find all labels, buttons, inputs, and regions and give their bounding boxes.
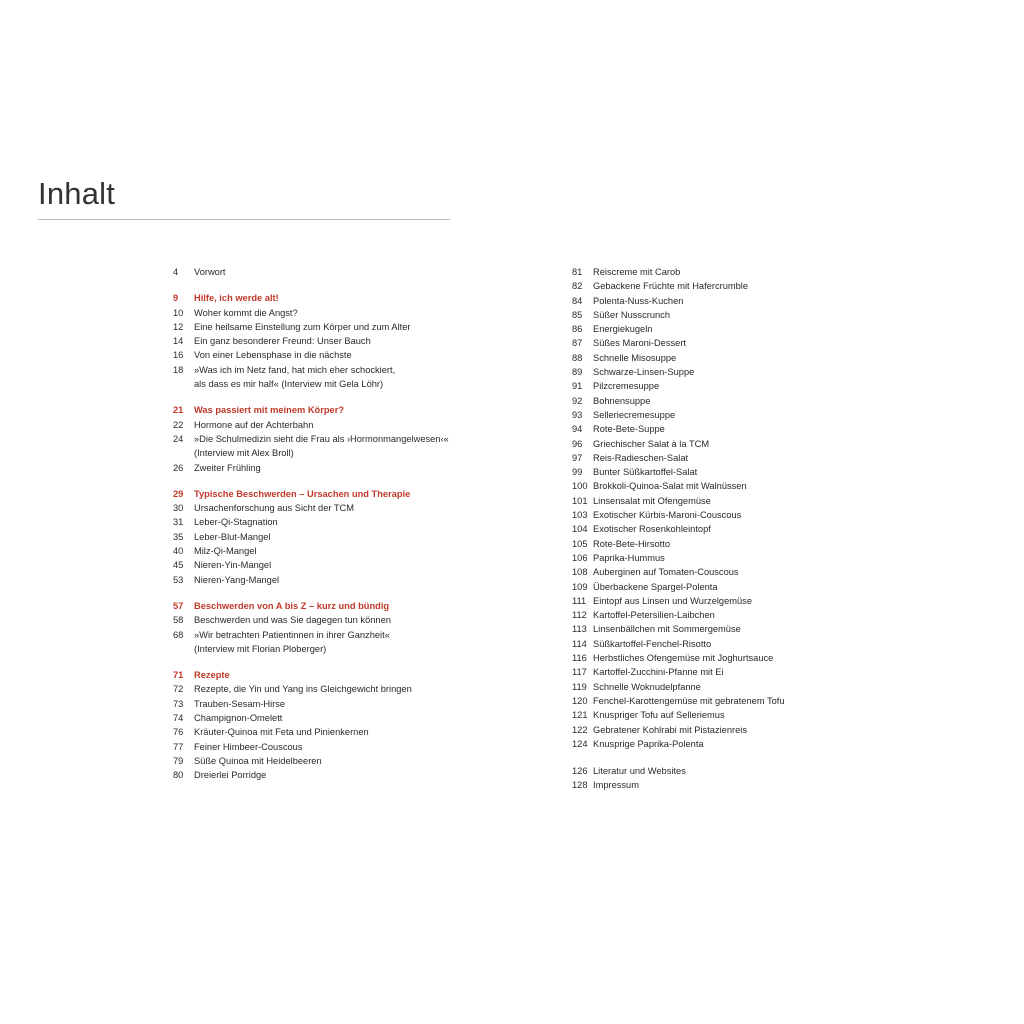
toc-entry-text: Linsenbällchen mit Sommergemüse <box>593 624 741 635</box>
toc-page-number: 10 <box>173 307 184 318</box>
toc-entry <box>572 308 872 322</box>
toc-entry <box>572 622 872 636</box>
toc-page-number: 91 <box>572 381 583 392</box>
toc-entry-title <box>593 379 872 393</box>
toc-page-number: 53 <box>173 574 184 585</box>
toc-page-number: 87 <box>572 338 583 349</box>
toc-entry-title <box>593 764 872 778</box>
toc-entry-text: »Die Schulmedizin sieht die Frau als ›Hormonmangelwesen‹« <box>194 433 449 444</box>
toc-entry-title <box>194 461 473 475</box>
toc-page-number: 101 <box>572 495 588 506</box>
toc-entry <box>173 515 473 529</box>
toc-entry-title <box>593 351 872 365</box>
toc-entry-text: Typische Beschwerden – Ursachen und Therapie <box>194 488 411 499</box>
toc-page-number: 121 <box>572 710 588 721</box>
toc-page-number: 104 <box>572 524 588 535</box>
toc-entry-title <box>593 551 872 565</box>
toc-page-number: 18 <box>173 364 184 375</box>
toc-entry <box>173 334 473 348</box>
toc-entry <box>572 522 872 536</box>
toc-entry-title <box>593 537 872 551</box>
toc-entry-title <box>593 322 872 336</box>
toc-entry-title <box>593 580 872 594</box>
toc-entry-text: Impressum <box>593 780 639 791</box>
toc-entry-title <box>593 465 872 479</box>
toc-page-number: 111 <box>572 595 587 606</box>
toc-entry-title <box>194 432 473 461</box>
toc-entry <box>572 565 872 579</box>
toc-entry-title <box>194 334 473 348</box>
toc-entry <box>173 432 473 461</box>
toc-page-number: 113 <box>572 624 587 635</box>
toc-entry-title <box>593 408 872 422</box>
toc-entry-text: Kartoffel-Petersilien-Laibchen <box>593 610 715 621</box>
toc-entry <box>572 637 872 651</box>
toc-entry-title <box>593 708 872 722</box>
toc-entry <box>572 665 872 679</box>
toc-entry-text: Eintopf aus Linsen und Wurzelgemüse <box>593 595 753 606</box>
toc-entry-title <box>593 622 872 636</box>
toc-entry <box>572 778 872 792</box>
toc-entry <box>173 544 473 558</box>
toc-entry-title <box>593 479 872 493</box>
toc-entry-title <box>593 594 872 608</box>
toc-page-number: 94 <box>572 424 583 435</box>
toc-page-number: 105 <box>572 538 588 549</box>
toc-page-number: 116 <box>572 653 587 664</box>
toc-entry-text: Knusprige Paprika-Polenta <box>593 738 704 749</box>
toc-entry-title <box>194 740 473 754</box>
toc-page-number: 76 <box>173 727 184 738</box>
toc-page-number: 9 <box>173 293 179 304</box>
toc-entry-text: Leber-Blut-Mangel <box>194 531 271 542</box>
toc-page-number: 85 <box>572 309 583 320</box>
toc-entry-title <box>593 680 872 694</box>
toc-page-number: 93 <box>572 409 583 420</box>
toc-entry <box>572 580 872 594</box>
toc-entry <box>173 363 473 392</box>
toc-page-number: 97 <box>572 452 583 463</box>
toc-page-number: 31 <box>173 517 184 528</box>
toc-entry-text: Von einer Lebensphase in die nächste <box>194 350 352 361</box>
toc-page-number: 103 <box>572 510 588 521</box>
toc-entry-title <box>194 682 473 696</box>
toc-entry-text: Energiekugeln <box>593 324 653 335</box>
toc-entry-title <box>194 697 473 711</box>
toc-entry <box>572 322 872 336</box>
toc-page-number: 72 <box>173 684 184 695</box>
toc-entry <box>173 265 473 279</box>
toc-page-number: 21 <box>173 405 184 416</box>
toc-entry <box>572 351 872 365</box>
toc-page-number: 24 <box>173 433 184 444</box>
toc-page-number: 128 <box>572 780 588 791</box>
toc-entry <box>572 379 872 393</box>
toc-entry-title <box>593 308 872 322</box>
toc-entry-text: Trauben-Sesam-Hirse <box>194 698 286 709</box>
toc-page-number: 122 <box>572 724 588 735</box>
toc-page-number: 14 <box>173 336 184 347</box>
toc-entry-text: Süßer Nusscrunch <box>593 309 670 320</box>
toc-entry-text: Feiner Himbeer-Couscous <box>194 741 303 752</box>
toc-entry-title <box>593 279 872 293</box>
toc-entry <box>572 708 872 722</box>
toc-entry <box>572 422 872 436</box>
toc-entry <box>572 537 872 551</box>
toc-entry <box>173 348 473 362</box>
toc-page-number: 71 <box>173 670 184 681</box>
toc-entry-title <box>593 778 872 792</box>
toc-entry <box>572 294 872 308</box>
toc-entry <box>173 320 473 334</box>
toc-entry-title <box>194 291 473 305</box>
title-divider <box>38 219 450 220</box>
toc-entry <box>173 768 473 782</box>
toc-entry-title <box>593 723 872 737</box>
toc-entry <box>572 265 872 279</box>
toc-entry-title <box>593 694 872 708</box>
toc-entry-text: Hormone auf der Achterbahn <box>194 419 314 430</box>
toc-entry <box>173 740 473 754</box>
toc-entry-title <box>194 501 473 515</box>
toc-entry <box>173 306 473 320</box>
toc-entry-text: Dreierlei Porridge <box>194 770 267 781</box>
toc-entry-text: Selleriecremesuppe <box>593 409 676 420</box>
toc-entry-title <box>194 363 473 392</box>
toc-page-number: 29 <box>173 488 184 499</box>
toc-page-number: 120 <box>572 695 588 706</box>
toc-entry-text: Leber-Qi-Stagnation <box>194 517 278 528</box>
toc-entry-text: Woher kommt die Angst? <box>194 307 298 318</box>
toc-entry-title <box>194 628 473 657</box>
toc-entry-title <box>593 665 872 679</box>
toc-page-number: 16 <box>173 350 184 361</box>
toc-left-column <box>173 265 473 783</box>
toc-entry-title <box>593 565 872 579</box>
toc-page-number: 124 <box>572 738 588 749</box>
toc-entry-text: Reis-Radieschen-Salat <box>593 452 689 463</box>
toc-entry-text: Süßes Maroni-Dessert <box>593 338 686 349</box>
toc-entry-title <box>194 754 473 768</box>
toc-entry <box>572 465 872 479</box>
toc-entry <box>173 461 473 475</box>
toc-entry-text: Ein ganz besonderer Freund: Unser Bauch <box>194 336 371 347</box>
toc-entry <box>572 336 872 350</box>
toc-entry-text: Champignon-Omelett <box>194 713 283 724</box>
toc-entry <box>572 365 872 379</box>
toc-page-number: 35 <box>173 531 184 542</box>
toc-entry <box>572 394 872 408</box>
toc-entry-text: Bohnensuppe <box>593 395 651 406</box>
toc-entry-title <box>194 711 473 725</box>
toc-entry-text: Exotischer Rosenkohleintopf <box>593 524 711 535</box>
toc-entry <box>572 437 872 451</box>
toc-entry-text: Griechischer Salat à la TCM <box>593 438 710 449</box>
toc-entry-text: Rezepte <box>194 670 230 681</box>
toc-page-number: 57 <box>173 600 184 611</box>
toc-entry-text: Ursachenforschung aus Sicht der TCM <box>194 503 355 514</box>
toc-entry-title <box>194 725 473 739</box>
toc-page-number: 79 <box>173 755 184 766</box>
toc-entry-text: Polenta-Nuss-Kuchen <box>593 295 684 306</box>
toc-page-number: 45 <box>173 560 184 571</box>
toc-entry-title <box>593 651 872 665</box>
toc-entry-text: Literatur und Websites <box>593 766 686 777</box>
toc-entry-title <box>194 573 473 587</box>
toc-entry <box>173 628 473 657</box>
toc-entry-title <box>194 558 473 572</box>
toc-entry <box>572 279 872 293</box>
toc-page-number: 68 <box>173 629 184 640</box>
toc-entry <box>173 530 473 544</box>
page-title: Inhalt <box>38 176 116 211</box>
toc-entry-title <box>194 348 473 362</box>
toc-entry-text: Auberginen auf Tomaten-Couscous <box>593 567 739 578</box>
toc-entry <box>572 508 872 522</box>
toc-entry-text: Linsensalat mit Ofengemüse <box>593 495 711 506</box>
toc-right-column <box>572 265 872 793</box>
toc-page-number: 73 <box>173 698 184 709</box>
toc-page-number: 82 <box>572 281 583 292</box>
toc-entry <box>572 680 872 694</box>
toc-entry-text: Gebratener Kohlrabi mit Pistazienreis <box>593 724 747 735</box>
toc-chapter-entry <box>173 668 473 682</box>
toc-entry <box>572 594 872 608</box>
toc-entry-title <box>593 608 872 622</box>
toc-entry-title <box>593 422 872 436</box>
toc-page-number: 109 <box>572 581 588 592</box>
toc-page-number: 26 <box>173 462 184 473</box>
toc-entry-title <box>593 394 872 408</box>
toc-page-number: 84 <box>572 295 583 306</box>
toc-entry <box>173 573 473 587</box>
toc-entry-text: Rote-Bete-Suppe <box>593 424 665 435</box>
toc-chapter-entry <box>173 291 473 305</box>
toc-page-number: 74 <box>173 713 184 724</box>
toc-page-number: 22 <box>173 419 184 430</box>
toc-entry-text: Nieren-Yang-Mangel <box>194 574 280 585</box>
toc-entry-text: Schnelle Misosuppe <box>593 352 677 363</box>
toc-entry-title <box>194 320 473 334</box>
toc-entry-title <box>593 637 872 651</box>
toc-entry-text: Reiscreme mit Carob <box>593 267 681 277</box>
toc-entry-text: Eine heilsame Einstellung zum Körper und zum Alter <box>194 321 411 332</box>
toc-entry <box>572 723 872 737</box>
toc-entry-title <box>593 265 872 279</box>
toc-entry <box>572 479 872 493</box>
toc-entry-text: Paprika-Hummus <box>593 552 665 563</box>
toc-entry <box>572 764 872 778</box>
toc-entry-title <box>593 522 872 536</box>
toc-entry-text: Rote-Bete-Hirsotto <box>593 538 670 549</box>
toc-page-number: 92 <box>572 395 583 406</box>
toc-page-number: 100 <box>572 481 588 492</box>
toc-entry-text: »Wir betrachten Patientinnen in ihrer Ganzheit« <box>194 629 390 640</box>
toc-entry-title <box>593 451 872 465</box>
toc-entry <box>572 408 872 422</box>
toc-entry-title <box>194 515 473 529</box>
toc-entry-title <box>593 437 872 451</box>
toc-entry-title <box>593 508 872 522</box>
toc-entry-title <box>194 418 473 432</box>
toc-page-number: 114 <box>572 638 587 649</box>
toc-entry-text: Schwarze-Linsen-Suppe <box>593 367 695 378</box>
toc-entry-text: Rezepte, die Yin und Yang ins Gleichgewicht bringen <box>194 684 412 695</box>
toc-entry-title <box>194 265 473 279</box>
toc-page-number: 81 <box>572 267 583 277</box>
toc-page-number: 77 <box>173 741 184 752</box>
toc-entry-text: Beschwerden und was Sie dagegen tun können <box>194 615 391 626</box>
toc-entry-title <box>593 494 872 508</box>
toc-entry-text: Hilfe, ich werde alt! <box>194 293 279 304</box>
toc-page-number: 108 <box>572 567 588 578</box>
toc-entry-title <box>593 294 872 308</box>
toc-page-number: 126 <box>572 766 588 777</box>
toc-entry-title <box>194 768 473 782</box>
toc-entry <box>572 608 872 622</box>
toc-entry-text: Süßkartoffel-Fenchel-Risotto <box>593 638 712 649</box>
toc-page-number: 30 <box>173 503 184 514</box>
toc-entry-text: Kartoffel-Zucchini-Pfanne mit Ei <box>593 667 724 678</box>
toc-page-number: 58 <box>173 615 184 626</box>
toc-entry-text: Bunter Süßkartoffel-Salat <box>593 467 698 478</box>
toc-entry-continuation: (Interview mit Florian Ploberger) <box>194 643 327 654</box>
toc-entry <box>572 494 872 508</box>
toc-page-number: 80 <box>173 770 184 781</box>
toc-entry <box>572 694 872 708</box>
toc-page-number: 99 <box>572 467 583 478</box>
toc-entry <box>173 613 473 627</box>
toc-entry <box>173 754 473 768</box>
toc-entry-text: Fenchel-Karottengemüse mit gebratenem Tofu <box>593 695 785 706</box>
toc-entry <box>572 651 872 665</box>
toc-entry-text: Milz-Qi-Mangel <box>194 546 257 557</box>
toc-chapter-entry <box>173 599 473 613</box>
toc-entry-title <box>194 668 473 682</box>
toc-entry-text: Gebackene Früchte mit Hafercrumble <box>593 281 749 292</box>
toc-entry-text: Kräuter-Quinoa mit Feta und Pinienkernen <box>194 727 369 738</box>
toc-entry-continuation: als dass es mir half« (Interview mit Gela Löhr) <box>194 379 384 390</box>
toc-page-number: 96 <box>572 438 583 449</box>
toc-entry <box>572 451 872 465</box>
toc-entry-title <box>194 613 473 627</box>
toc-entry <box>173 697 473 711</box>
toc-page-number: 117 <box>572 667 587 678</box>
toc-entry-text: Süße Quinoa mit Heidelbeeren <box>194 755 322 766</box>
toc-entry-text: Überbackene Spargel-Polenta <box>593 581 718 592</box>
toc-entry-text: Nieren-Yin-Mangel <box>194 560 272 571</box>
toc-entry-title <box>194 403 473 417</box>
toc-chapter-entry <box>173 487 473 501</box>
toc-page-number: 89 <box>572 367 583 378</box>
toc-entry-text: Zweiter Frühling <box>194 462 261 473</box>
toc-page-number: 106 <box>572 552 588 563</box>
toc-entry <box>572 551 872 565</box>
toc-entry <box>173 558 473 572</box>
toc-entry <box>173 725 473 739</box>
toc-entry-title <box>194 306 473 320</box>
toc-entry <box>572 737 872 751</box>
toc-entry-title <box>194 487 473 501</box>
toc-chapter-entry <box>173 403 473 417</box>
toc-entry-title <box>194 544 473 558</box>
toc-entry <box>173 711 473 725</box>
toc-entry-text: Exotischer Kürbis-Maroni-Couscous <box>593 510 742 521</box>
toc-page-number: 86 <box>572 324 583 335</box>
toc-page-number: 40 <box>173 546 184 557</box>
toc-entry-title <box>194 599 473 613</box>
toc-page-number: 119 <box>572 681 587 692</box>
toc-entry-text: Knuspriger Tofu auf Selleriemus <box>593 710 725 721</box>
toc-page-number: 12 <box>173 321 184 332</box>
toc-entry-continuation: (Interview mit Alex Broll) <box>194 448 294 459</box>
toc-page-number: 4 <box>173 267 179 277</box>
toc-entry-text: Brokkoli-Quinoa-Salat mit Walnüssen <box>593 481 747 492</box>
toc-entry-title <box>593 737 872 751</box>
toc-entry-text: »Was ich im Netz fand, hat mich eher schockiert, <box>194 364 396 375</box>
toc-entry-title <box>593 336 872 350</box>
toc-entry <box>173 418 473 432</box>
toc-page-number: 88 <box>572 352 583 363</box>
toc-entry-text: Herbstliches Ofengemüse mit Joghurtsauce <box>593 653 774 664</box>
toc-entry <box>173 501 473 515</box>
toc-page-number: 112 <box>572 610 587 621</box>
toc-entry-title <box>194 530 473 544</box>
toc-entry-title <box>593 365 872 379</box>
toc-entry-text: Beschwerden von A bis Z – kurz und bündig <box>194 600 390 611</box>
toc-entry-text: Pilzcremesuppe <box>593 381 660 392</box>
toc-entry-text: Was passiert mit meinem Körper? <box>194 405 344 416</box>
toc-entry-text: Schnelle Woknudelpfanne <box>593 681 701 692</box>
toc-entry-text: Vorwort <box>194 267 226 277</box>
toc-entry <box>173 682 473 696</box>
